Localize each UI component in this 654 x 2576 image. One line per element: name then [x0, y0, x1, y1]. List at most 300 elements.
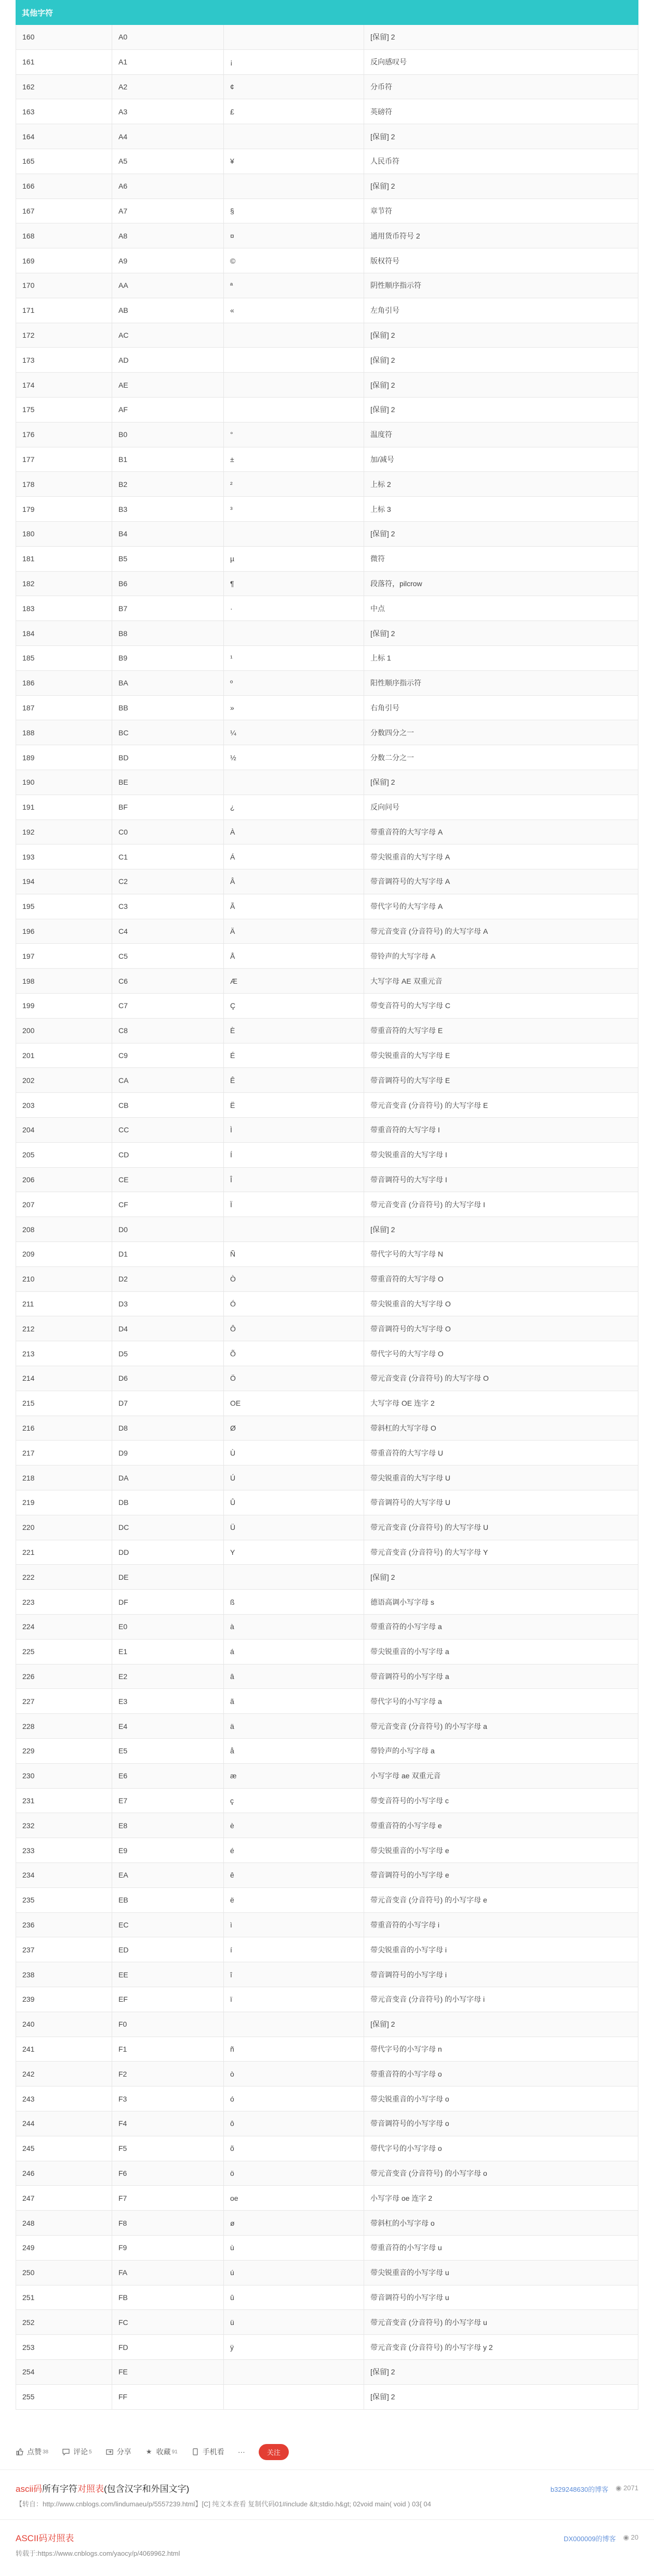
decimal-cell: 168: [16, 223, 112, 248]
char-cell: ï: [224, 1987, 364, 2012]
hex-cell: ED: [112, 1937, 224, 1962]
description-cell: 带重音符的小写字母 o: [370, 2069, 442, 2078]
hex-cell: BF: [112, 795, 224, 820]
decimal-cell: 215: [16, 1391, 112, 1416]
char-cell: Õ: [224, 1341, 364, 1366]
char-cell: [224, 1565, 364, 1589]
hex-cell: E0: [112, 1615, 224, 1639]
related-article[interactable]: [16, 2481, 638, 2508]
eye-icon: ◉: [616, 2484, 622, 2492]
decimal-cell: 227: [16, 1689, 112, 1713]
char-cell: ÿ: [224, 2335, 364, 2359]
description-cell: 带重音符的小写字母 a: [370, 1622, 442, 1631]
hex-cell: E5: [112, 1739, 224, 1763]
related-author[interactable]: b329248630的博客: [550, 2486, 609, 2493]
table-row: [16, 2136, 638, 2161]
description-cell: [保留] 2: [370, 380, 395, 389]
related-views: [616, 2484, 638, 2494]
action-bar: [16, 2442, 638, 2461]
char-cell: ö: [224, 2161, 364, 2186]
hex-cell: E9: [112, 1838, 224, 1862]
decimal-cell: 182: [16, 572, 112, 596]
table-row: [16, 1267, 638, 1292]
table-row: [16, 149, 638, 174]
decimal-cell: 218: [16, 1465, 112, 1490]
char-cell: ã: [224, 1689, 364, 1713]
table-row: [16, 1764, 638, 1789]
table-row: [16, 844, 638, 869]
decimal-cell: 183: [16, 596, 112, 620]
collect-count: 91: [171, 2449, 178, 2455]
related-title-highlight: 对照表: [47, 2533, 74, 2543]
char-cell: Ó: [224, 1292, 364, 1316]
char-cell: é: [224, 1838, 364, 1862]
hex-cell: CD: [112, 1143, 224, 1167]
hex-cell: D6: [112, 1366, 224, 1391]
description-cell: 带铃声的大写字母 A: [370, 952, 436, 960]
hex-cell: E7: [112, 1789, 224, 1813]
decimal-cell: 194: [16, 869, 112, 894]
description-cell: 带重音符的小写字母 e: [370, 1821, 442, 1830]
collect-label: 收藏: [156, 2448, 171, 2456]
description-cell: [保留] 2: [370, 33, 395, 42]
description-cell: 德语高调小写字母 s: [370, 1597, 434, 1606]
hex-cell: C4: [112, 919, 224, 944]
description-cell: 带尖锐重音的小写字母 i: [370, 1945, 447, 1954]
hex-cell: CF: [112, 1192, 224, 1217]
table-row: [16, 671, 638, 696]
table-row: [16, 1093, 638, 1118]
hex-cell: BD: [112, 745, 224, 770]
decimal-cell: 237: [16, 1937, 112, 1962]
char-cell: ë: [224, 1888, 364, 1912]
table-row: [16, 348, 638, 373]
char-cell: Ò: [224, 1267, 364, 1291]
char-cell: [224, 25, 364, 49]
table-row: [16, 1565, 638, 1590]
decimal-cell: 191: [16, 795, 112, 820]
table-row: [16, 1366, 638, 1391]
table-row: [16, 2062, 638, 2086]
table-row: [16, 373, 638, 398]
table-row: [16, 1316, 638, 1341]
hex-cell: B7: [112, 596, 224, 620]
decimal-cell: 209: [16, 1242, 112, 1266]
char-cell: Ö: [224, 1366, 364, 1391]
char-cell: ç: [224, 1789, 364, 1813]
table-row: [16, 1913, 638, 1938]
char-cell: ·: [224, 596, 364, 620]
decimal-cell: 232: [16, 1813, 112, 1838]
char-cell: Î: [224, 1168, 364, 1192]
related-title-suffix: (包含汉字和外国文字): [104, 2484, 190, 2494]
table-row: [16, 820, 638, 845]
decimal-cell: 188: [16, 720, 112, 745]
char-cell: [224, 1217, 364, 1241]
char-cell: Ç: [224, 994, 364, 1018]
hex-cell: FC: [112, 2310, 224, 2334]
description-cell: [保留] 2: [370, 1225, 395, 1234]
table-row: [16, 2261, 638, 2286]
table-row: [16, 1490, 638, 1515]
hex-cell: DB: [112, 1490, 224, 1515]
decimal-cell: 234: [16, 1863, 112, 1887]
table-row: [16, 1341, 638, 1366]
char-cell: [224, 770, 364, 795]
hex-cell: B4: [112, 522, 224, 546]
description-cell: 带重音符的大写字母 A: [370, 827, 443, 836]
decimal-cell: 220: [16, 1515, 112, 1540]
char-cell: Ë: [224, 1093, 364, 1117]
hex-cell: CE: [112, 1168, 224, 1192]
decimal-cell: 162: [16, 75, 112, 99]
description-cell: 带重音符的大写字母 E: [370, 1026, 443, 1035]
hex-cell: D4: [112, 1316, 224, 1341]
mobile-view-label: 手机看: [202, 2448, 224, 2456]
description-cell: 大写字母 AE 双重元音: [370, 976, 443, 985]
char-cell: [224, 373, 364, 397]
related-title-link[interactable]: [16, 2481, 189, 2494]
description-cell: 英磅符: [370, 107, 392, 116]
hex-cell: EE: [112, 1962, 224, 1987]
related-views: [623, 2533, 638, 2543]
char-cell: [224, 621, 364, 645]
char-cell: Ï: [224, 1192, 364, 1217]
table-row: [16, 1615, 638, 1640]
hex-cell: AB: [112, 298, 224, 323]
description-cell: [保留] 2: [370, 2393, 395, 2401]
table-row: [16, 199, 638, 224]
hex-cell: FF: [112, 2385, 224, 2409]
description-cell: [保留] 2: [370, 182, 395, 191]
decimal-cell: 244: [16, 2111, 112, 2136]
related-title-row: [16, 2481, 638, 2494]
char-cell: õ: [224, 2136, 364, 2161]
table-row: [16, 1168, 638, 1193]
decimal-cell: 219: [16, 1490, 112, 1515]
description-cell: 阳性顺序指示符: [370, 679, 421, 688]
decimal-cell: 192: [16, 820, 112, 844]
char-cell: ¹: [224, 646, 364, 670]
char-cell: [224, 323, 364, 348]
decimal-cell: 255: [16, 2385, 112, 2409]
hex-cell: B2: [112, 472, 224, 496]
table-row: [16, 1118, 638, 1143]
hex-cell: D1: [112, 1242, 224, 1266]
description-cell: 带代字号的小写字母 a: [370, 1697, 442, 1706]
description-cell: 段落符，pilcrow: [370, 579, 422, 588]
char-cell: Ü: [224, 1515, 364, 1540]
decimal-cell: 247: [16, 2186, 112, 2210]
char-cell: ©: [224, 248, 364, 273]
decimal-cell: 238: [16, 1962, 112, 1987]
related-description: 转载于:https://www.cnblogs.com/yaocy/p/4069962.html: [16, 2549, 180, 2557]
decimal-cell: 186: [16, 671, 112, 695]
decimal-cell: 178: [16, 472, 112, 496]
hex-cell: FB: [112, 2286, 224, 2310]
table-row: [16, 1068, 638, 1093]
decimal-cell: 165: [16, 149, 112, 174]
follow-button[interactable]: [259, 2444, 289, 2460]
char-cell: ±: [224, 447, 364, 472]
decimal-cell: 239: [16, 1987, 112, 2012]
table-row: [16, 99, 638, 124]
table-row: [16, 2186, 638, 2211]
table-row: [16, 2086, 638, 2111]
like-button[interactable]: [16, 2447, 48, 2457]
char-cell: Ê: [224, 1068, 364, 1092]
decimal-cell: 217: [16, 1441, 112, 1465]
description-cell: [保留] 2: [370, 2020, 395, 2029]
description-cell: 带音调符号的小写字母 e: [370, 1871, 449, 1880]
description-cell: 加/减号: [370, 455, 394, 464]
description-cell: 带元音变音 (分音符号) 的大写字母 O: [370, 1374, 489, 1383]
decimal-cell: 212: [16, 1316, 112, 1341]
comment-button[interactable]: [62, 2447, 92, 2457]
char-cell: Å: [224, 944, 364, 968]
decimal-cell: 206: [16, 1168, 112, 1192]
table-row: [16, 1888, 638, 1913]
char-cell: í: [224, 1937, 364, 1962]
hex-cell: FA: [112, 2261, 224, 2285]
hex-cell: A2: [112, 75, 224, 99]
table-row: [16, 248, 638, 273]
char-cell: å: [224, 1739, 364, 1763]
comment-count: 5: [89, 2449, 92, 2455]
related-article[interactable]: [16, 2531, 638, 2558]
description-cell: 带尖锐重音的小写字母 o: [370, 2094, 449, 2103]
like-label: 点赞: [27, 2448, 42, 2456]
hex-cell: B3: [112, 497, 224, 521]
char-cell: [224, 2360, 364, 2384]
table-row: [16, 894, 638, 919]
decimal-cell: 251: [16, 2286, 112, 2310]
description-cell: [保留] 2: [370, 355, 395, 364]
description-cell: 带尖锐重音的大写字母 U: [370, 1473, 450, 1482]
table-row: [16, 174, 638, 199]
description-cell: 中点: [370, 604, 385, 613]
table-row: [16, 422, 638, 447]
hex-cell: F7: [112, 2186, 224, 2210]
char-cell: Æ: [224, 969, 364, 993]
related-title-link[interactable]: [16, 2531, 74, 2544]
hex-cell: F8: [112, 2211, 224, 2235]
table-row: [16, 2360, 638, 2385]
related-views-count: 20: [631, 2533, 638, 2541]
eye-icon: ◉: [623, 2533, 629, 2541]
like-count: 38: [43, 2449, 49, 2455]
description-cell: 分币符: [370, 82, 392, 91]
description-cell: 带重音符的大写字母 U: [370, 1448, 443, 1457]
table-row: [16, 1962, 638, 1987]
table-row: [16, 124, 638, 149]
table-row: [16, 1863, 638, 1888]
collect-button[interactable]: [145, 2447, 178, 2457]
decimal-cell: 161: [16, 50, 112, 74]
related-title-highlight: 对照表: [77, 2484, 104, 2494]
hex-cell: AE: [112, 373, 224, 397]
char-cell: Ñ: [224, 1242, 364, 1266]
hex-cell: F9: [112, 2236, 224, 2260]
description-cell: 带重音符的大写字母 I: [370, 1126, 440, 1134]
decimal-cell: 184: [16, 621, 112, 645]
char-cell: Á: [224, 844, 364, 869]
related-title-keyword: ascii码: [16, 2484, 43, 2494]
table-row: [16, 1739, 638, 1764]
table-row: [16, 398, 638, 422]
decimal-cell: 203: [16, 1093, 112, 1117]
hex-cell: F6: [112, 2161, 224, 2186]
table-row: [16, 298, 638, 323]
hex-cell: B9: [112, 646, 224, 670]
decimal-cell: 177: [16, 447, 112, 472]
hex-cell: DE: [112, 1565, 224, 1589]
hex-cell: FE: [112, 2360, 224, 2384]
share-button[interactable]: [105, 2447, 131, 2457]
char-cell: Ì: [224, 1118, 364, 1142]
description-cell: 分数四分之一: [370, 728, 414, 737]
char-cell: É: [224, 1043, 364, 1068]
description-cell: 章节符: [370, 206, 392, 215]
description-cell: 带斜杠的大写字母 O: [370, 1424, 436, 1433]
decimal-cell: 248: [16, 2211, 112, 2235]
hex-cell: F4: [112, 2111, 224, 2136]
table-row: [16, 1192, 638, 1217]
related-description: 【转自：http://www.cnblogs.com/lindumaeu/p/5557239.html】[C] 纯文本查看 复制代码01#include &lt;stdio.h&gt; 02void main( void ) 03{ 04: [16, 2500, 431, 2508]
hex-cell: E6: [112, 1764, 224, 1788]
decimal-cell: 223: [16, 1590, 112, 1614]
description-cell: 分数二分之一: [370, 753, 414, 762]
hex-cell: E1: [112, 1640, 224, 1664]
table-row: [16, 497, 638, 522]
table-header: [16, 0, 638, 25]
related-title-text: 所有字符: [42, 2484, 78, 2494]
description-cell: 带重音符的小写字母 u: [370, 2243, 442, 2252]
related-title-keyword: ASCII码: [16, 2533, 48, 2543]
more-button[interactable]: [238, 2448, 245, 2456]
char-cell: [224, 2012, 364, 2037]
table-row: [16, 745, 638, 770]
decimal-cell: 216: [16, 1416, 112, 1441]
decimal-cell: 175: [16, 398, 112, 422]
decimal-cell: 233: [16, 1838, 112, 1862]
description-cell: 反向感叹号: [370, 58, 407, 67]
decimal-cell: 185: [16, 646, 112, 670]
hex-cell: F0: [112, 2012, 224, 2037]
description-cell: 小写字母 ae 双重元音: [370, 1772, 441, 1780]
description-cell: [保留] 2: [370, 331, 395, 339]
table-row: [16, 572, 638, 597]
description-cell: 带音调符号的小写字母 u: [370, 2293, 449, 2302]
description-cell: 带音调符号的大写字母 U: [370, 1498, 450, 1507]
related-views-count: 2071: [623, 2484, 638, 2492]
description-cell: 带元音变音 (分音符号) 的小写字母 a: [370, 1722, 487, 1730]
char-cell: À: [224, 820, 364, 844]
char-cell: â: [224, 1665, 364, 1689]
char-cell: ó: [224, 2086, 364, 2111]
decimal-cell: 250: [16, 2261, 112, 2285]
ascii-table: [16, 0, 638, 2410]
decimal-cell: 160: [16, 25, 112, 49]
hex-cell: BE: [112, 770, 224, 795]
table-row: [16, 522, 638, 547]
table-row: [16, 472, 638, 497]
description-cell: [保留] 2: [370, 530, 395, 538]
char-cell: ú: [224, 2261, 364, 2285]
char-cell: °: [224, 422, 364, 447]
description-cell: 带音调符号的小写字母 o: [370, 2119, 449, 2128]
related-author[interactable]: DX000009的博客: [564, 2535, 616, 2543]
decimal-cell: 245: [16, 2136, 112, 2161]
table-row: [16, 25, 638, 50]
hex-cell: C6: [112, 969, 224, 993]
description-cell: 上标 3: [370, 505, 391, 513]
char-cell: [224, 348, 364, 372]
description-cell: 通用货币符号 2: [370, 231, 420, 240]
table-row: [16, 869, 638, 894]
table-row: [16, 2037, 638, 2062]
description-cell: 带变音符号的小写字母 c: [370, 1796, 449, 1805]
table-row: [16, 596, 638, 621]
char-cell: à: [224, 1615, 364, 1639]
decimal-cell: 224: [16, 1615, 112, 1639]
char-cell: Ù: [224, 1441, 364, 1465]
description-cell: [保留] 2: [370, 1573, 395, 1581]
char-cell: ê: [224, 1863, 364, 1887]
char-cell: º: [224, 671, 364, 695]
comment-icon: [62, 2448, 70, 2456]
description-cell: 带音调符号的小写字母 a: [370, 1672, 449, 1681]
table-row: [16, 1143, 638, 1168]
decimal-cell: 197: [16, 944, 112, 968]
char-cell: ¢: [224, 75, 364, 99]
description-cell: 带代字号的小写字母 o: [370, 2144, 442, 2153]
table-row: [16, 1441, 638, 1465]
hex-cell: C2: [112, 869, 224, 894]
decimal-cell: 193: [16, 844, 112, 869]
decimal-cell: 205: [16, 1143, 112, 1167]
hex-cell: AF: [112, 398, 224, 422]
hex-cell: A0: [112, 25, 224, 49]
char-cell: Ã: [224, 894, 364, 919]
char-cell: oe: [224, 2186, 364, 2210]
hex-cell: E8: [112, 1813, 224, 1838]
char-cell: ¼: [224, 720, 364, 745]
char-cell: á: [224, 1640, 364, 1664]
decimal-cell: 174: [16, 373, 112, 397]
decimal-cell: 241: [16, 2037, 112, 2062]
table-row: [16, 2335, 638, 2360]
char-cell: §: [224, 199, 364, 223]
decimal-cell: 230: [16, 1764, 112, 1788]
decimal-cell: 170: [16, 273, 112, 298]
decimal-cell: 180: [16, 522, 112, 546]
description-cell: 带代字号的大写字母 O: [370, 1349, 444, 1358]
hex-cell: D3: [112, 1292, 224, 1316]
description-cell: 带尖锐重音的小写字母 e: [370, 1846, 449, 1855]
table-row: [16, 1540, 638, 1565]
decimal-cell: 213: [16, 1341, 112, 1366]
table-row: [16, 944, 638, 969]
mobile-view-button[interactable]: [191, 2447, 224, 2457]
more-label: ···: [237, 2448, 245, 2456]
description-cell: 反向问号: [370, 803, 399, 812]
hex-cell: C1: [112, 844, 224, 869]
char-cell: ü: [224, 2310, 364, 2334]
decimal-cell: 204: [16, 1118, 112, 1142]
decimal-cell: 253: [16, 2335, 112, 2359]
table-row: [16, 2286, 638, 2310]
